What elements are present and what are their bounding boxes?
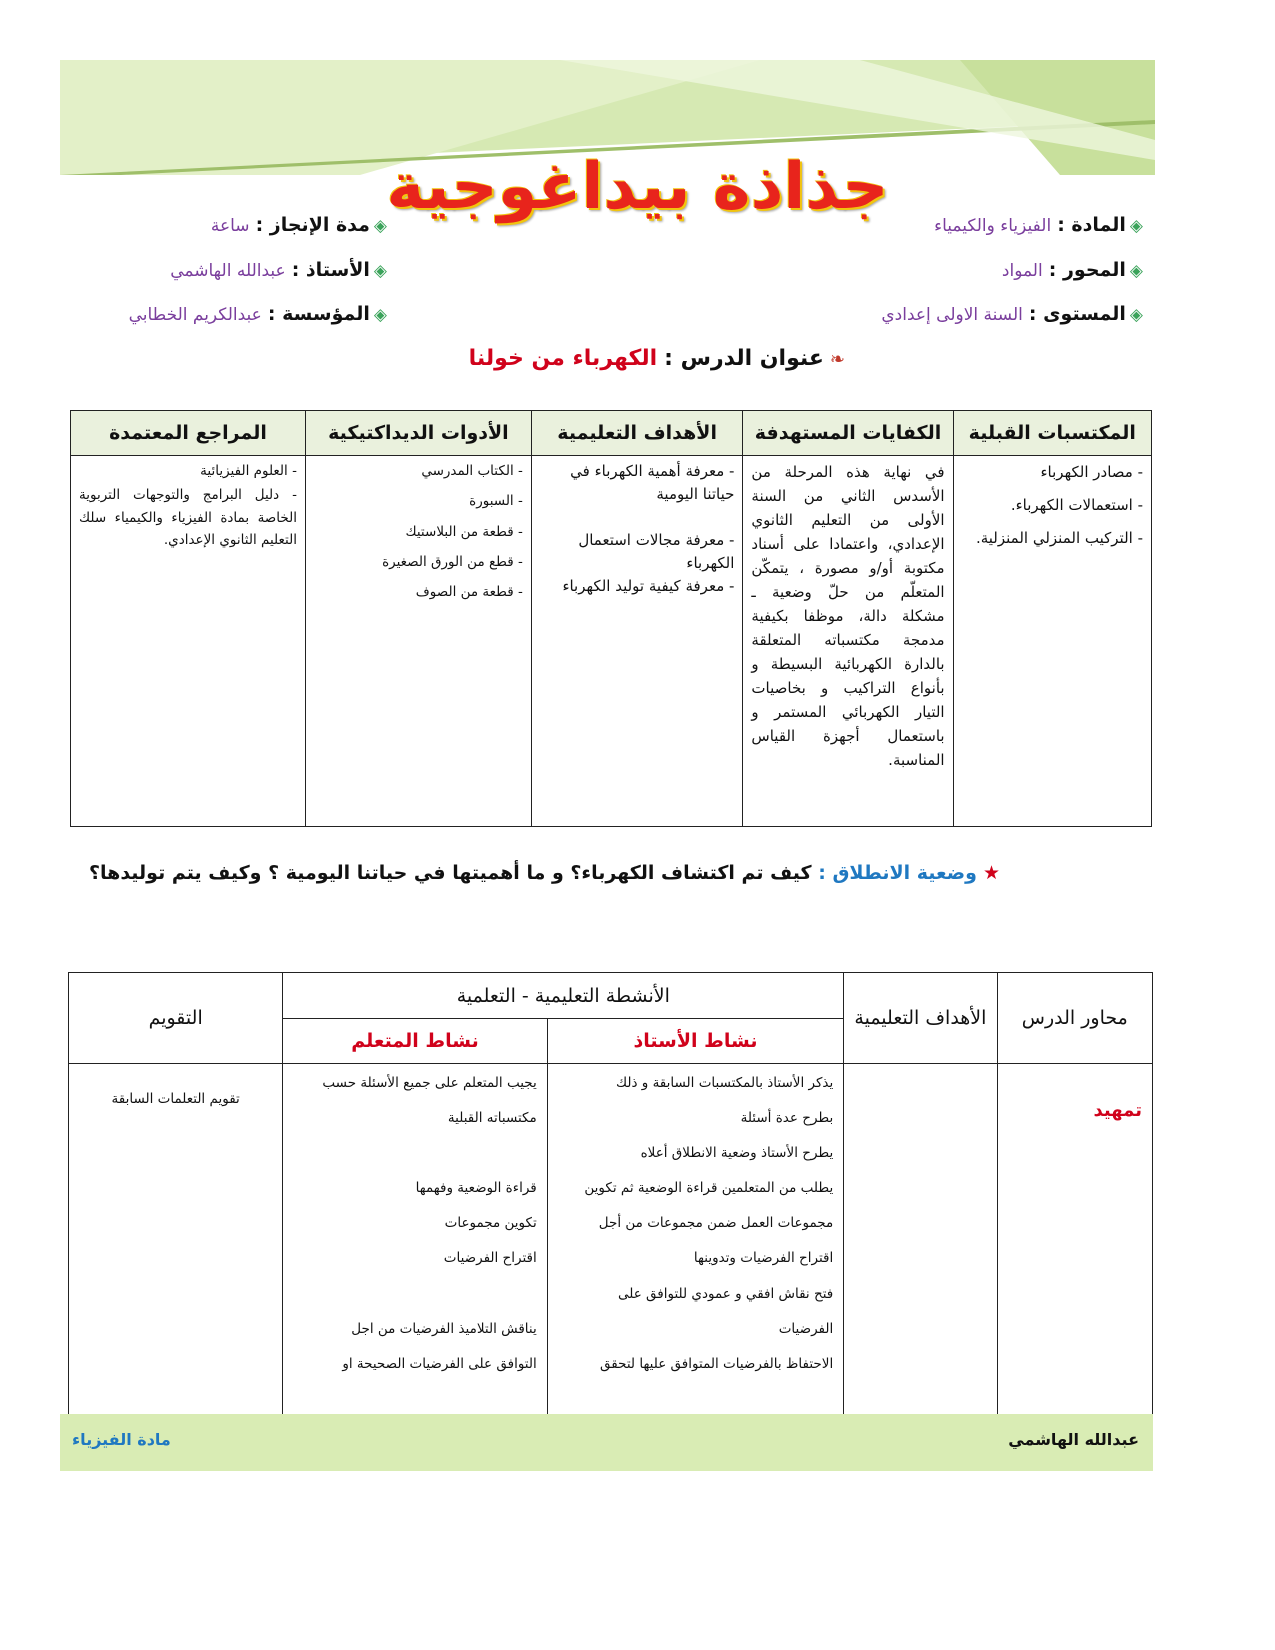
lesson-title: ❧عنوان الدرس : الكهرباء من خولنا [468, 346, 845, 371]
scroll-icon: ❧ [829, 349, 845, 370]
diamond-bullet-icon: ◈ [1129, 216, 1143, 236]
cell-learner-activity: يجيب المتعلم على جميع الأسئلة حسب مكتسباته القبلية قراءة الوضعية وفهمها تكوين مجموعات اقتراح الفرضيات يناقش التلاميذ الفرضيات من اجل التوافق على الفرضيات الصحيحة او [283, 1064, 547, 1418]
lesson-prerequisites-table [70, 410, 1152, 827]
header-competencies: الكفايات المستهدفة [743, 411, 953, 456]
starting-situation: ★وضعية الانطلاق : كيف تم اكتشاف الكهرباء؟ و ما أهميتها في حياتنا اليومية ؟ وكيف يتم توليدها؟ [88, 862, 1000, 884]
header-learner-activity: نشاط المتعلم [283, 1019, 547, 1064]
info-teacher: ◈الأستاذ : عبدالله الهاشمي [170, 259, 387, 281]
header-activities: الأنشطة التعليمية - التعلمية [283, 973, 844, 1019]
cell-teacher-activity: يذكر الأستاذ بالمكتسبات السابقة و ذلك بطرح عدة أسئلة يطرح الأستاذ وضعية الانطلاق أعلاه يطلب من المتعلمين قراءة الوضعية ثم تكوين مجموعات العمل ضمن مجموعات من أجل اقتراح الفرضيات وتدوينها فتح نقاش افقي و عمودي للتوافق على الفرضيات الاحتفاظ بالفرضيات المتوافق عليها لتحقق [547, 1064, 843, 1418]
cell-references: - العلوم الفيزيائية - دليل البرامج والتوجهات التربوية الخاصة بمادة الفيزياء والكيمياء سلك التعليم الثانوي الإعدادي. [71, 456, 306, 827]
header-tools: الأدوات الديداكتيكية [305, 411, 531, 456]
header-objectives: الأهداف التعليمية [531, 411, 743, 456]
cell-competencies: في نهاية هذه المرحلة من الأسدس الثاني من السنة الأولى من التعليم الثانوي الإعدادي، واعتمادا على أسناد مكتوبة أو/و مصورة ، يتمكّن المتعلّم من حلّ وضعية ـ مشكلة دالة، موظفا بكيفية مدمجة مكتسباته المتعلقة بالدارة الكهربائية البسيطة و بأنواع التراكيب و بخاصيات التيار الكهربائي المستمر و باستعمال أجهزة القياس المناسبة. [743, 456, 953, 827]
header-teacher-activity: نشاط الأستاذ [547, 1019, 843, 1064]
diamond-bullet-icon: ◈ [373, 216, 387, 236]
info-subject: ◈المادة : الفيزياء والكيمياء [934, 214, 1143, 236]
cell-objectives: - معرفة أهمية الكهرباء في حياتنا اليومية - معرفة مجالات استعمال الكهرباء - معرفة كيفية توليد الكهرباء [531, 456, 743, 827]
info-axis: ◈المحور : المواد [1001, 259, 1143, 281]
footer-subject: مادة الفيزياء [72, 1430, 171, 1449]
diamond-bullet-icon: ◈ [373, 261, 387, 281]
star-icon: ★ [982, 862, 1000, 884]
page-title-logo: جذاذة بيداغوجية [386, 150, 889, 224]
cell-tools: - الكتاب المدرسي - السبورة - قطعة من البلاستيك - قطع من الورق الصغيرة - قطعة من الصوف [305, 456, 531, 827]
cell-evaluation: تقويم التعلمات السابقة [69, 1064, 283, 1418]
info-school: ◈المؤسسة : عبدالكريم الخطابي [128, 303, 387, 325]
header-evaluation: التقويم [69, 973, 283, 1064]
diamond-bullet-icon: ◈ [373, 305, 387, 325]
page-footer [60, 1414, 1153, 1471]
header-lesson-objectives: الأهداف التعليمية [844, 973, 997, 1064]
cell-axis: تمهيد [997, 1064, 1152, 1418]
cell-prior-knowledge: - مصادر الكهرباء - استعمالات الكهرباء. - التركيب المنزلي المنزلية. [953, 456, 1151, 827]
diamond-bullet-icon: ◈ [1129, 305, 1143, 325]
header-lesson-axes: محاور الدرس [997, 973, 1152, 1064]
diamond-bullet-icon: ◈ [1129, 261, 1143, 281]
info-level: ◈المستوى : السنة الاولى إعدادي [881, 303, 1143, 325]
footer-author: عبدالله الهاشمي [1008, 1430, 1139, 1449]
header-references: المراجع المعتمدة [71, 411, 306, 456]
cell-objectives-empty [844, 1064, 997, 1418]
header-prior-knowledge: المكتسبات القبلية [953, 411, 1151, 456]
lesson-activities-table [68, 972, 1153, 1418]
info-duration: ◈مدة الإنجاز : ساعة [210, 214, 387, 236]
